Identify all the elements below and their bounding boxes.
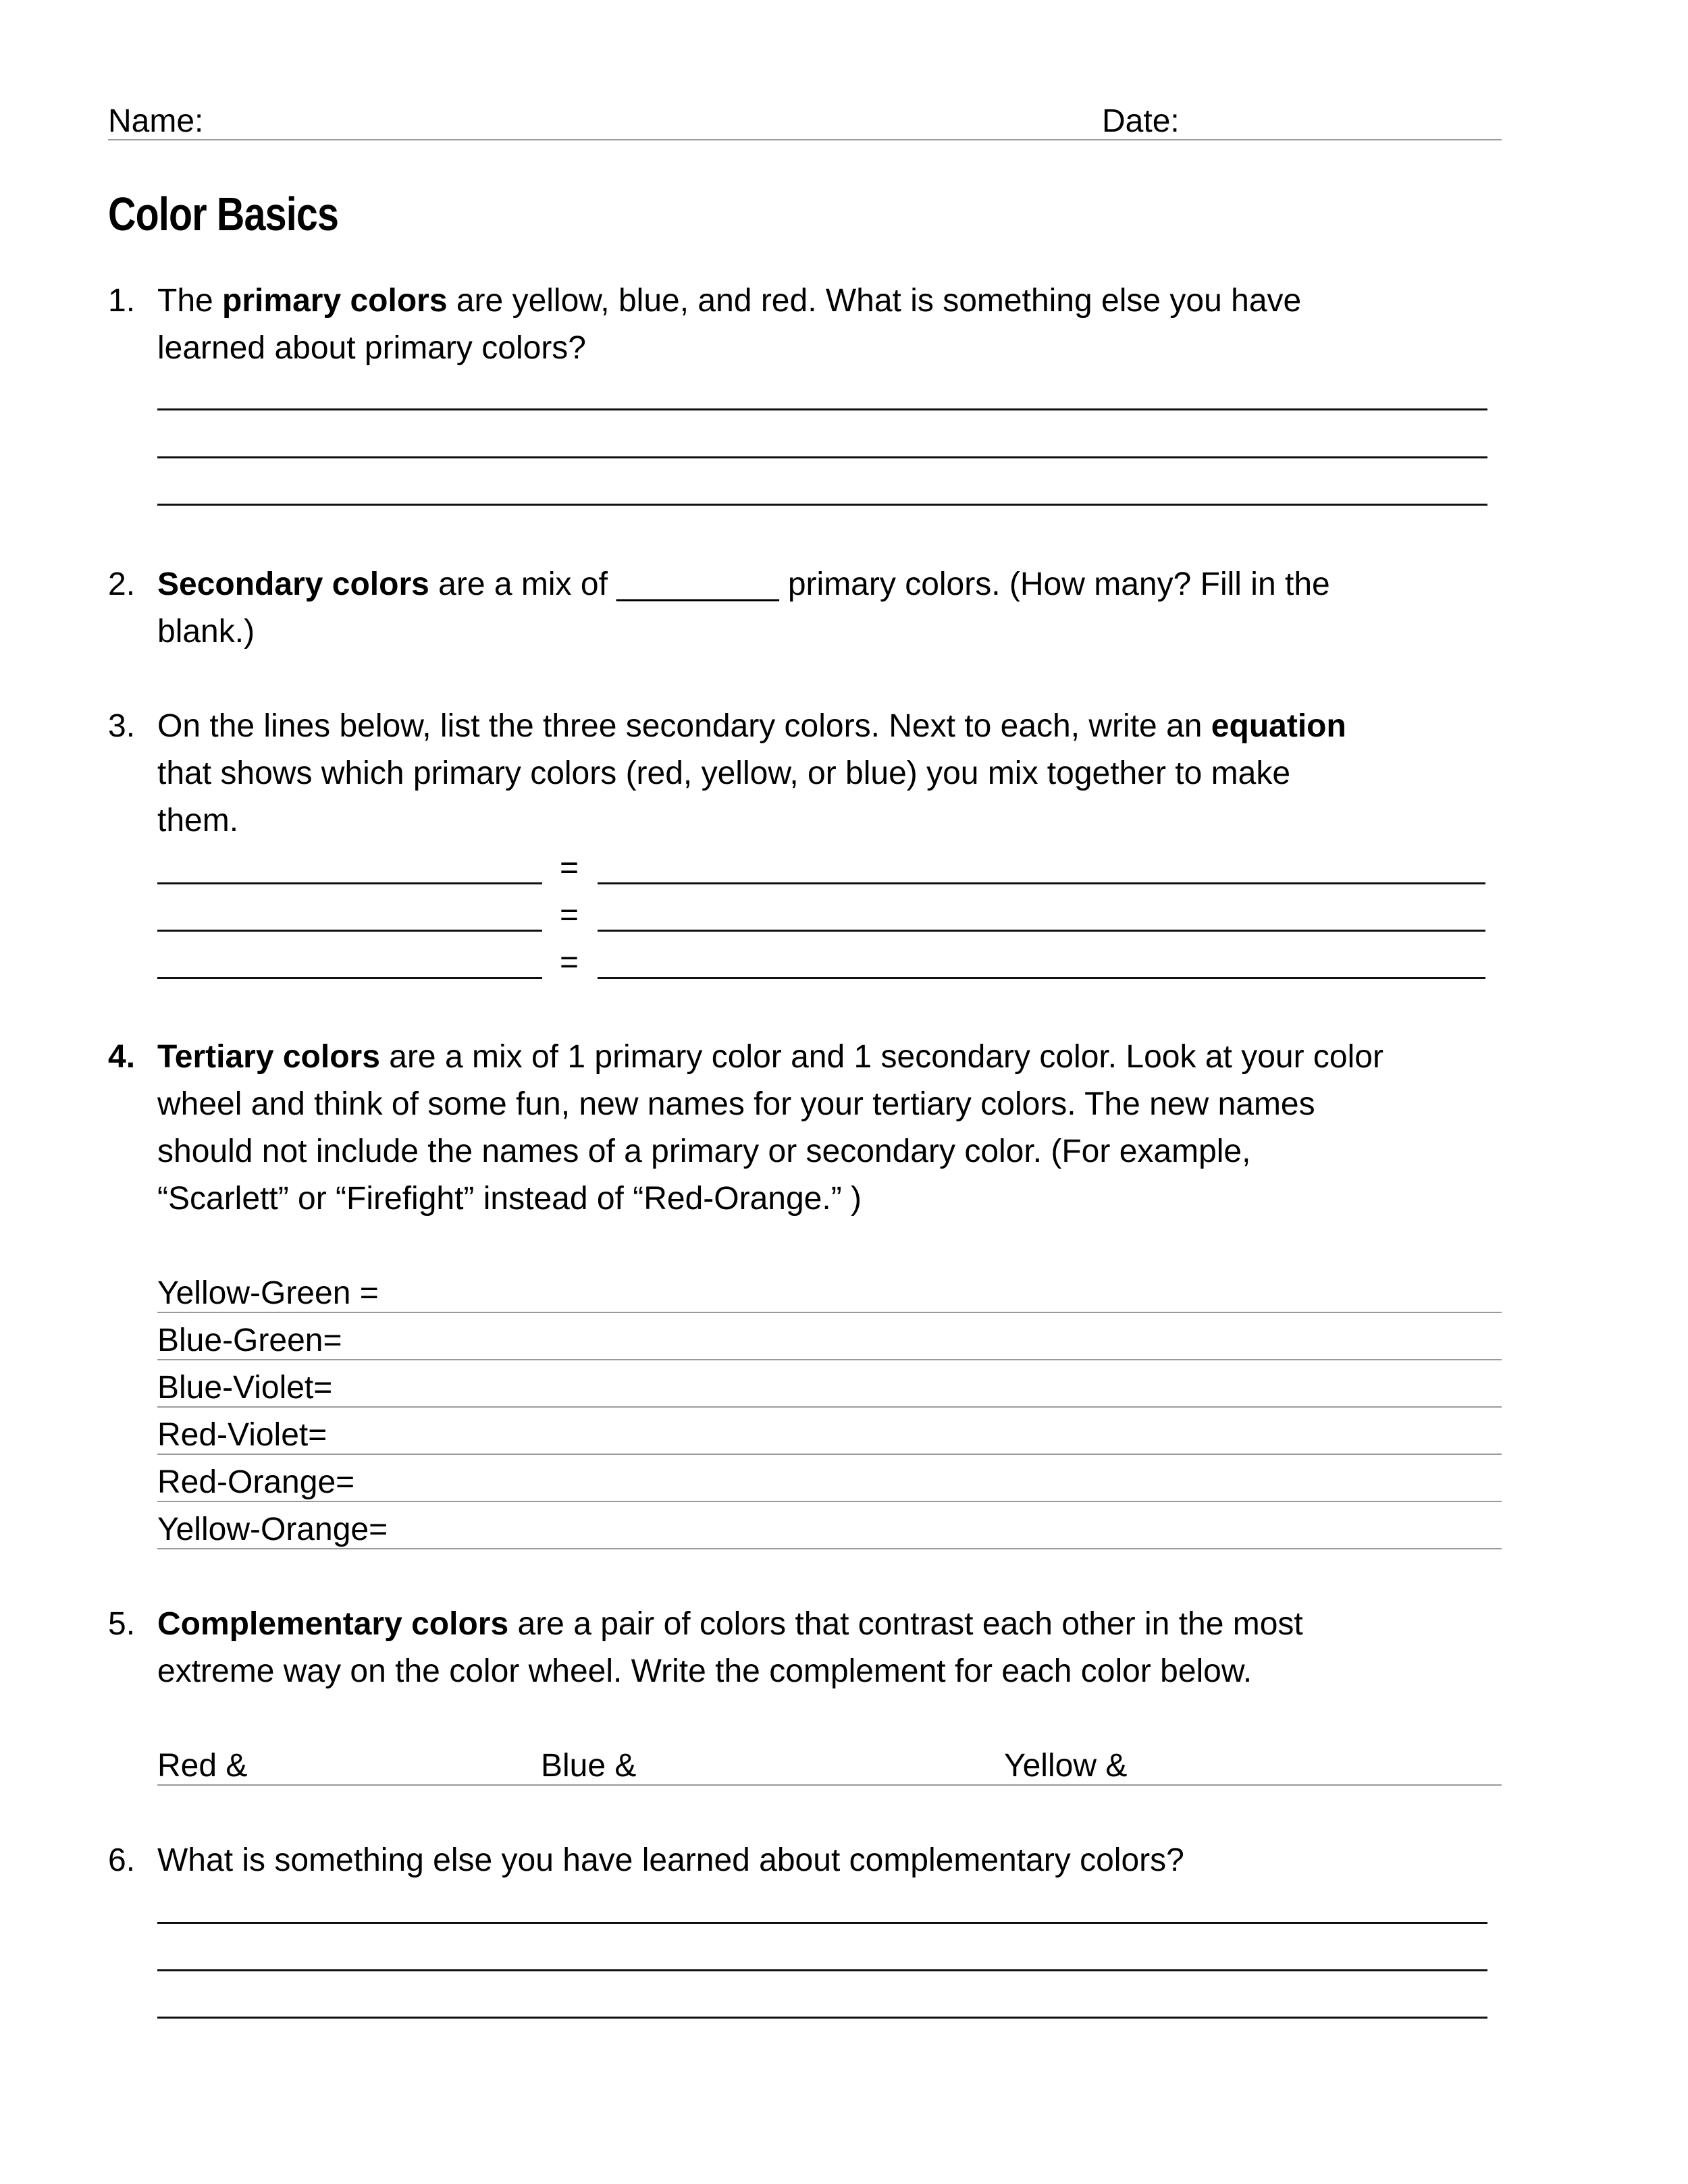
q6-answer-line[interactable] — [157, 1922, 1487, 1924]
header-rule — [108, 139, 1502, 140]
q5-pair-blue: Blue & — [541, 1748, 637, 1784]
q5-answer-line[interactable] — [157, 1784, 1502, 1786]
q6-answer-line[interactable] — [157, 1969, 1487, 1971]
q3-color-line[interactable] — [157, 977, 542, 979]
q3-number: 3. — [108, 708, 136, 744]
q5-text: Complementary colors are a pair of colors that contrast each other in the most — [157, 1606, 1303, 1642]
q3-text-line3: them. — [157, 803, 239, 838]
q1-answer-line[interactable] — [157, 504, 1487, 506]
q4-answer-line[interactable] — [157, 1501, 1502, 1502]
q4-text-line2: wheel and think of some fun, new names for your tertiary colors. The new names — [157, 1086, 1315, 1122]
q4-item-yellow-orange: Yellow-Orange= — [157, 1512, 388, 1547]
name-label: Name: — [108, 103, 204, 139]
q4-answer-line[interactable] — [157, 1548, 1502, 1549]
q3-equation-line[interactable] — [598, 882, 1485, 884]
q3-color-line[interactable] — [157, 930, 542, 932]
q5-text-line2: extreme way on the color wheel. Write the complement for each color below. — [157, 1653, 1252, 1689]
q3-equals: = — [560, 850, 579, 886]
q1-answer-line[interactable] — [157, 456, 1487, 458]
q6-answer-line[interactable] — [157, 2017, 1487, 2019]
q2-text: Secondary colors are a mix of _________ primary colors. (How many? Fill in the — [157, 566, 1330, 602]
q5-pair-red: Red & — [157, 1748, 248, 1784]
date-label: Date: — [1102, 103, 1180, 139]
q4-item-red-violet: Red-Violet= — [157, 1417, 327, 1453]
q6-text: What is something else you have learned about complementary colors? — [157, 1842, 1184, 1878]
page-title: Color Basics — [108, 188, 339, 240]
q1-number: 1. — [108, 283, 136, 319]
q1-answer-line[interactable] — [157, 408, 1487, 410]
q4-text-line4: “Scarlett” or “Firefight” instead of “Red-Orange.” ) — [157, 1181, 862, 1217]
q3-equals: = — [560, 944, 579, 980]
q5-number: 5. — [108, 1606, 136, 1642]
q5-pair-yellow: Yellow & — [1004, 1748, 1128, 1784]
q3-equation-line[interactable] — [598, 930, 1485, 932]
q2-text-line2: blank.) — [157, 614, 255, 649]
q3-text: On the lines below, list the three secondary colors. Next to each, write an equation — [157, 708, 1346, 744]
q4-number: 4. — [108, 1039, 136, 1075]
q4-answer-line[interactable] — [157, 1359, 1502, 1360]
q3-text-line2: that shows which primary colors (red, yellow, or blue) you mix together to make — [157, 755, 1291, 791]
q6-number: 6. — [108, 1842, 136, 1878]
q4-answer-line[interactable] — [157, 1454, 1502, 1455]
q4-item-yellow-green: Yellow-Green = — [157, 1275, 379, 1311]
q1-text: The primary colors are yellow, blue, and red. What is something else you have — [157, 283, 1302, 319]
q3-equals: = — [560, 897, 579, 933]
q4-item-red-orange: Red-Orange= — [157, 1464, 355, 1500]
q3-equation-line[interactable] — [598, 977, 1485, 979]
q4-answer-line[interactable] — [157, 1406, 1502, 1408]
q2-number: 2. — [108, 566, 136, 602]
q1-text-line2: learned about primary colors? — [157, 330, 586, 366]
q4-text: Tertiary colors are a mix of 1 primary color and 1 secondary color. Look at your color — [157, 1039, 1383, 1075]
q4-item-blue-violet: Blue-Violet= — [157, 1370, 333, 1406]
q4-answer-line[interactable] — [157, 1312, 1502, 1313]
q4-item-blue-green: Blue-Green= — [157, 1323, 342, 1358]
q3-color-line[interactable] — [157, 882, 542, 884]
q4-text-line3: should not include the names of a primary or secondary color. (For example, — [157, 1134, 1251, 1169]
